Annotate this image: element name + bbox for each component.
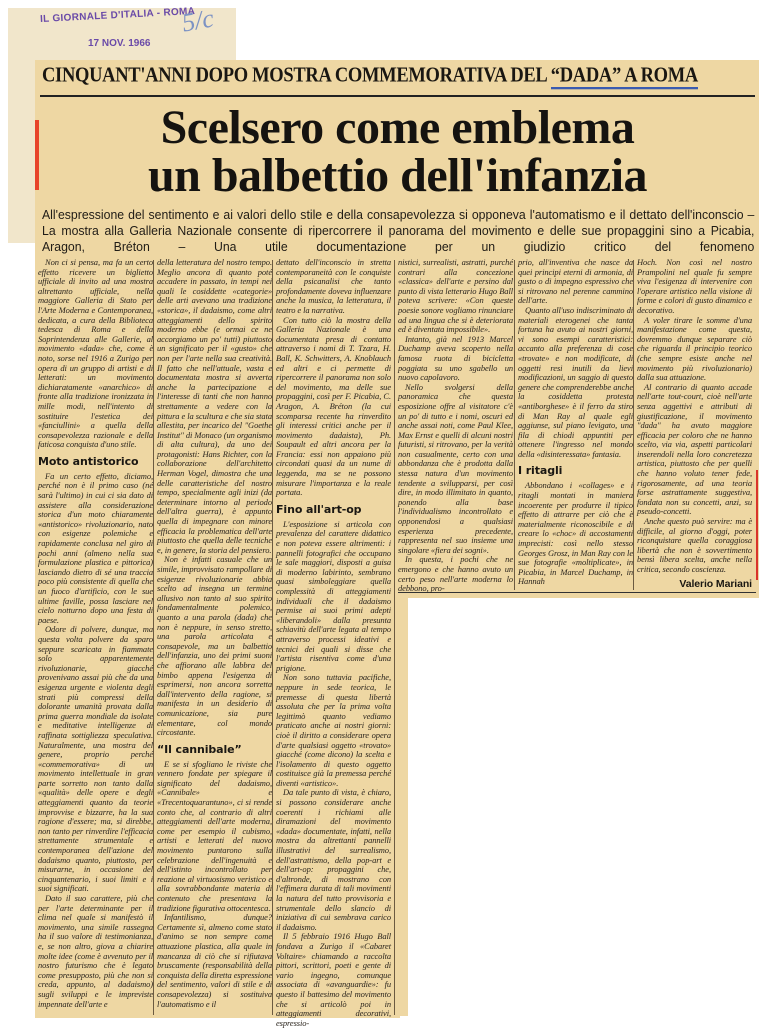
- subheading: I ritagli: [518, 464, 563, 478]
- column-3: [276, 258, 391, 1028]
- paragraph: Anche questo può servire: ma è difficile, al giorno d'oggi, poter riconquistare quella coraggiosa libertà che non è sovvertimento bensì libera scelta, anche nella critica, secondo coscienza.: [637, 516, 752, 574]
- subheading: Fino all'art-op: [276, 502, 362, 516]
- paragraph: Infantilismo, dunque? Certamente sì, almeno come stato d'animo se non sempre come attuazione plastica, alla quale in mancanza di ciò che si rifiutava bruscamente (responsabilità della conquista della diretta espressione del sentimento, valori di stile e di consapevolezza) si sostituiva l'automatismo e il: [157, 912, 272, 1009]
- subheading: “Il cannibale”: [157, 742, 242, 756]
- paragraph: E se si sfogliano le riviste che vennero fondate per spiegare il significato del dadaismo, «Cannibale» e «Trecentoquarantuno», ci si rende conto che, al contrario di altri atteggiamenti dell'arte moderna, come per esempio il cubismo, artisti e letterati del nuovo movimento puntarono sulla celebrazione dell'ingenuità e dell'istinto incontrollato per reazione al virtuosismo veristico e alla sovrabbondante materia di contenuto che presentava la tradizione figurativa ottocentesca.: [157, 758, 272, 913]
- paragraph: Con tutto ciò la mostra della Galleria Nazionale è una documentata presa di contatto attraverso i nomi di T. Tzara, H. Ball, K. Schwitters, A. Knoblauch ed altri e ci permette di ripercorrere il panorama non solo del movimento, ma delle sue propaggini, così per F. Picabia, C. Aragon, A. Bréton (la cui scomparsa recente ha rinverdito gli interessi critici anche per il movimento dadaista), Ph. Soupault ed altri ancora per la Francia: essi non appaiono più circondati quasi da un nume di leggenda, ma se ne possono misurare l'importanza e la reale portata.: [276, 314, 391, 498]
- clipping-edge: [398, 596, 408, 1016]
- column-1: [38, 258, 153, 1009]
- paragraph: Abbondano i «collages» e i ritagli montati in maniera incoerente per produrre il tipico effetto di attrarre per ciò che è materialmente riconoscibile e di creare lo «choc» di accostamenti imprecisti: così nello stesso Georges Grosz, in Man Ray con le sue fotografie «moltiplicate», in Picabia, in Marcel Duchamp, in Hannah: [518, 480, 633, 587]
- paragraph: dettato dell'inconscio in stretta contemporaneità con le conquiste della psicanalisi che tanto profondamente doveva influenzare anche la musica, la letteratura, il teatro e la narrativa.: [276, 257, 391, 315]
- column-6: [637, 258, 752, 591]
- column-rule: [272, 260, 273, 1015]
- byline: Valerio Mariani: [679, 577, 752, 590]
- kicker-heading: [42, 64, 752, 88]
- paragraph: Hoch. Non così nel nostro Prampolini nel quale fu sempre viva l'esigenza di intervenire con l'operare artistico nella visione di forme e colori di gusto dinamico e decorativo.: [637, 257, 752, 315]
- paragraph: Da tale punto di vista, è chiaro, si possono considerare anche coerenti i richiami alle diramazioni del movimento «dada» documentate, infatti, nella mostra da altrettanti pannelli illustrativi del surrealismo, dell'astrattismo, della pop-art e dell'art-op: propaggini che, d'altronde, di mostrano con l'effimera durata di tali movimenti la natura del tutto provvisoria e strumentale dello slancio di iniziativa di cui sembrava carico il dadaismo.: [276, 787, 391, 932]
- paragraph: Al contrario di quanto accade nell'arte tout-court, cioè nell'arte senza aggettivi e attributi di giustificazione, il movimento "dada" ha avuto maggiore efficacia per coloro che ne hanno scelto, via via, aspetti particolari inserendoli nella loro concretezza artistica, piuttosto che per quelli che hanno voluto tener fede, rigorosamente, ad una teoria forse astrattamente suggestiva, fondata non su concetti, anzi, su pseudo-concetti.: [637, 381, 752, 517]
- paragraph: prio, all'inventiva che nasce da quei principi eterni di armonia, di gusto o di impegno espressivo che si ritrovano nel perenne cammino dell'arte.: [518, 257, 633, 306]
- paragraph: nistici, surrealisti, astratti, purché contrari alla concezione «classica» dell'arte e persino dal punto di vista letterario Hugo Ball poteva scrivere: «Con queste poesie sonore vogliamo rinunciare ad una lingua che si è deteriorata ed è diventata impossibile».: [398, 257, 513, 335]
- kicker-text: CINQUANT'ANNI DOPO MOSTRA COMMEMORATIVA DEL: [42, 64, 551, 87]
- paragraph: Odore di polvere, dunque, ma questa volta polvere da sparo seppure scaricata in fiammate solo apparentemente rivoluzionarie, giacché provenivano assai più che da una esigenza urgente e violenta degli strati più compressi della dolorante umanità provata dalla prima guerra mondiale da isolate e meditative intelligenze di raffinata sottigliezza speculativa. Naturalmente, una mostra del genere, proprio perché «commemorativa» di un movimento intellettuale in gran parte sorretto non tanto dalla «qualità» delle opere e degli atteggiamenti quanto da teorie improvvise e bizzarre, ha la sua ragione d'essere; ma, si direbbe, non tanto per rinverdire l'efficacia strettamente strumentale e contemporanea dell'azione del dadaismo quanto, piuttosto, per misurarne, in occasione del cinquantenario, i suoi limiti e i suoi significati.: [38, 624, 153, 894]
- handwritten-note: 5/c: [179, 3, 216, 38]
- paragraph: Il 5 febbraio 1916 Hugo Ball fondava a Zurigo il «Cabaret Voltaire» chiamando a raccolta pittori, scrittori, poeti e gente di vario ingegno, comunque associata di «avanguardie»: fu questo il battesimo del movimento che si articolò poi in atteggiamenti decorativi, espressio-: [276, 931, 391, 1028]
- column-5: [518, 258, 633, 587]
- date-stamp: 17 NOV. 1966: [88, 38, 151, 49]
- divider: [40, 95, 755, 97]
- paragraph: Quanto all'uso indiscriminato di materiali eterogenei che tanta fortuna ha avuto ai nostri giorni, vi sono esempi caratteristici: accanto alla preferenza di cose «trovate» e non modificate, di oggetti resi inutili da lievi modificazioni, un saggio di questo genere che comprenderebbe anche la cosiddetta protesta «antiborghese» è il ferro da stiro di Man Ray al quale egli aggiunse, sul piano levigato, una fila di chiodi appuntiti per ottenere l'ingresso nel mondo della «disinteressata» fantasia.: [518, 304, 633, 459]
- column-rule: [514, 260, 515, 590]
- column-rule: [394, 260, 395, 1015]
- paragraph: della letteratura del nostro tempo. Meglio ancora di quanto poté accadere in passato, in tempi nei quali le cosiddette «categorie» delle arti avevano una tradizione «storica», il dadaismo, come altri atteggiamenti dello spirito moderno ebbe (e ormai ce ne accorgiamo un po' tutti) piuttosto un significato per il «gusto» che non per l'arte nella sua creatività. Il fatto che nell'attuale, vasta e documentata mostra si avverta anche la partecipazione e l'interesse di tanti che non hanno strettamente a vedere con la pittura e la scultura e che sia stata allestita, per incarico del "Goethe Institut" di Monaco (un organismo di alta cultura), da uno dei protagonisti: Hans Richter, con la collaborazione dell'architetto Herman Vogel, dimostra che una delle caratteristiche del nostro tempo, specialmente agli inizi (da determinare intorno al periodo dell'altra guerra), è appunto quella di impegnare con minore efficacia la problematica dell'arte piuttosto che quella delle tecniche e, in genere, la storia del pensiero.: [157, 257, 272, 555]
- red-pencil-mark: [35, 120, 39, 190]
- kicker-underlined: “DADA” A ROMA: [551, 64, 698, 89]
- paragraph: A voler tirare le somme d'una manifestazione come questa, dovremmo dunque separare ciò che riguarda il principio teorico (che sempre esiste anche nel movimento più rivoluzionario) dalla sua attuazione.: [637, 314, 752, 383]
- headline-line-2: un balbettio dell'infanzia: [147, 149, 648, 202]
- column-rule: [153, 260, 154, 1015]
- column-rule: [633, 260, 634, 590]
- column-2: [157, 258, 272, 1009]
- paragraph: In questa, i pochi che ne emergono e che hanno avuto un certo peso nell'arte moderna lo debbono, pro-: [398, 554, 513, 594]
- paragraph: Non sono tuttavia pacifiche, neppure in sede teorica, le premesse di questa libertà assoluta che per la prima volta legittimò quanto vediamo praticato anche ai nostri giorni: cioè il diritto a considerare opera d'arte qualsiasi oggetto «trovato» giacché (come dicono) la scelta e l'isolamento di questo oggetto costituisce già la premessa perché diventi «artistico».: [276, 672, 391, 788]
- paragraph: Dato il suo carattere, più che per l'arte determinante per il clima nel quale si manifestò il movimento, una simile rassegna ha il suo valore di testimonianza, e, se non altro, giova a chiarire molte idee (come è avvenuto per il nostro futurismo che è legato come presupposto, più che non si creda, appunto, al dadaismo) sugli sviluppi e le impreviste impennate dell'arte e: [38, 893, 153, 1009]
- newspaper-stamp: IL GIORNALE D'ITALIA - ROMA: [39, 5, 196, 26]
- headline-line-1: Scelsero come emblema: [160, 101, 635, 154]
- paragraph: Fa un certo effetto, diciamo, perché non è il primo caso (né sarà l'ultimo) in cui ci sia dato di assistere alla considerazione storica d'un moto chiaramente «antistorico» rivoluzionario, nato con esigenze polemiche e rapidamente conclusa nel giro di pochi anni (almeno nella sua formulazione plastica e pittorica) lasciando dietro di sé una traccia poco più consistente di quella che un fuoco d'artificio, con le sue ultime faville, possa lasciare nel cielo notturno dopo una festa di paese.: [38, 470, 153, 625]
- column-4: [398, 258, 513, 594]
- paragraph: Nello svolgersi della panoramica che questa esposizione offre al visitatore c'è un po' di tutto e i nomi, oscuri ed anche assai noti, come Paul Klee, Max Ernst e quelli di alcuni nostri futuristi, si ritrovano, per la verità non casualmente, certo con una abbondanza che è prodotta dalla stessa natura d'un movimento tendente a svilupparsi, per così dire, in modo illimitato in quanto, ponendo alla base l'individualismo incontrollato e opponendosi a qualsiasi esperienza precedente, rappresenta nel suo insieme una singolare «fiera dei sogni».: [398, 381, 513, 555]
- paragraph: Non è infatti casuale che un simile, improvvisato rampollare di esigenze rivoluzionarie abbia scelto ad insegna un termine allusivo non tanto al suo spirito fondamentalmente polemico, quanto a una parola (dada) che non è neppure, in senso stretto, una parola articolata e consapevole, ma un balbettio dell'infanzia, uno dei primi suoni che affiorano alle labbra del bimbo appena l'esigenza di esprimersi, non ancora sorretta dall'intervento della ragione, si manifesta in un desiderio di comunicazione, sia pure elementare, col mondo circostante.: [157, 554, 272, 738]
- paragraph: Intanto, già nel 1913 Marcel Duchamp aveva scoperto nella famosa ruota di bicicletta poggiata su uno sgabello un nuovo capolavoro.: [398, 333, 513, 383]
- subheading: Moto antistorico: [38, 454, 139, 468]
- red-pencil-mark: [756, 470, 758, 580]
- paragraph: L'esposizione si articola con prevalenza del carattere didattico e non poteva essere altrimenti: i pannelli fotografici che occupano le sale maggiori, disposti a guisa di moderno labirinto, sembrano quasi simboleggiare quella complessità di atteggiamenti individuali che il dadaismo permise ai suoi primi adepti «liberandoli» dalla presunta schiavitù dell'arte legata al tempo attraverso processi ideativi e tecnici dei quali si disse che l'artista risentiva come d'una prigione.: [276, 518, 391, 673]
- paragraph: Non ci si pensa, ma fa un certo effetto ricevere un biglietto ufficiale di invito ad una mostra altrettanto ufficiale, nella maggiore Galleria di Stato per l'Arte Moderna e Contemporanea, dedicata, a cura della Biblioteca tedesca di Roma e della Soprintendenza alle Gallerie, al movimento «dada» che, come è noto, sorse nel 1916 a Zurigo per opera di un gruppo di artisti e di letterati: un movimento dichiaratamente «anarchico» di fronte alla tradizione ironizzata in mille modi, nell'intento di sostituire l'estetica dei «fanciullini» a quella della consapevolezza razionale e della faticosa conquista d'uno stile.: [38, 257, 153, 450]
- deck-summary: All'espressione del sentimento e ai valori dello stile e della consapevolezza si opponeva l'automatismo e il dettato dell'inconscio – La mostra alla Galleria Nazionale consente di ripercorrere il panorama del movimento e delle sue propaggini sino a Picabia, Aragon, Bréton – Una utile documentazione per un giudizio critico del fenomeno: [42, 207, 755, 254]
- headline: [40, 101, 755, 202]
